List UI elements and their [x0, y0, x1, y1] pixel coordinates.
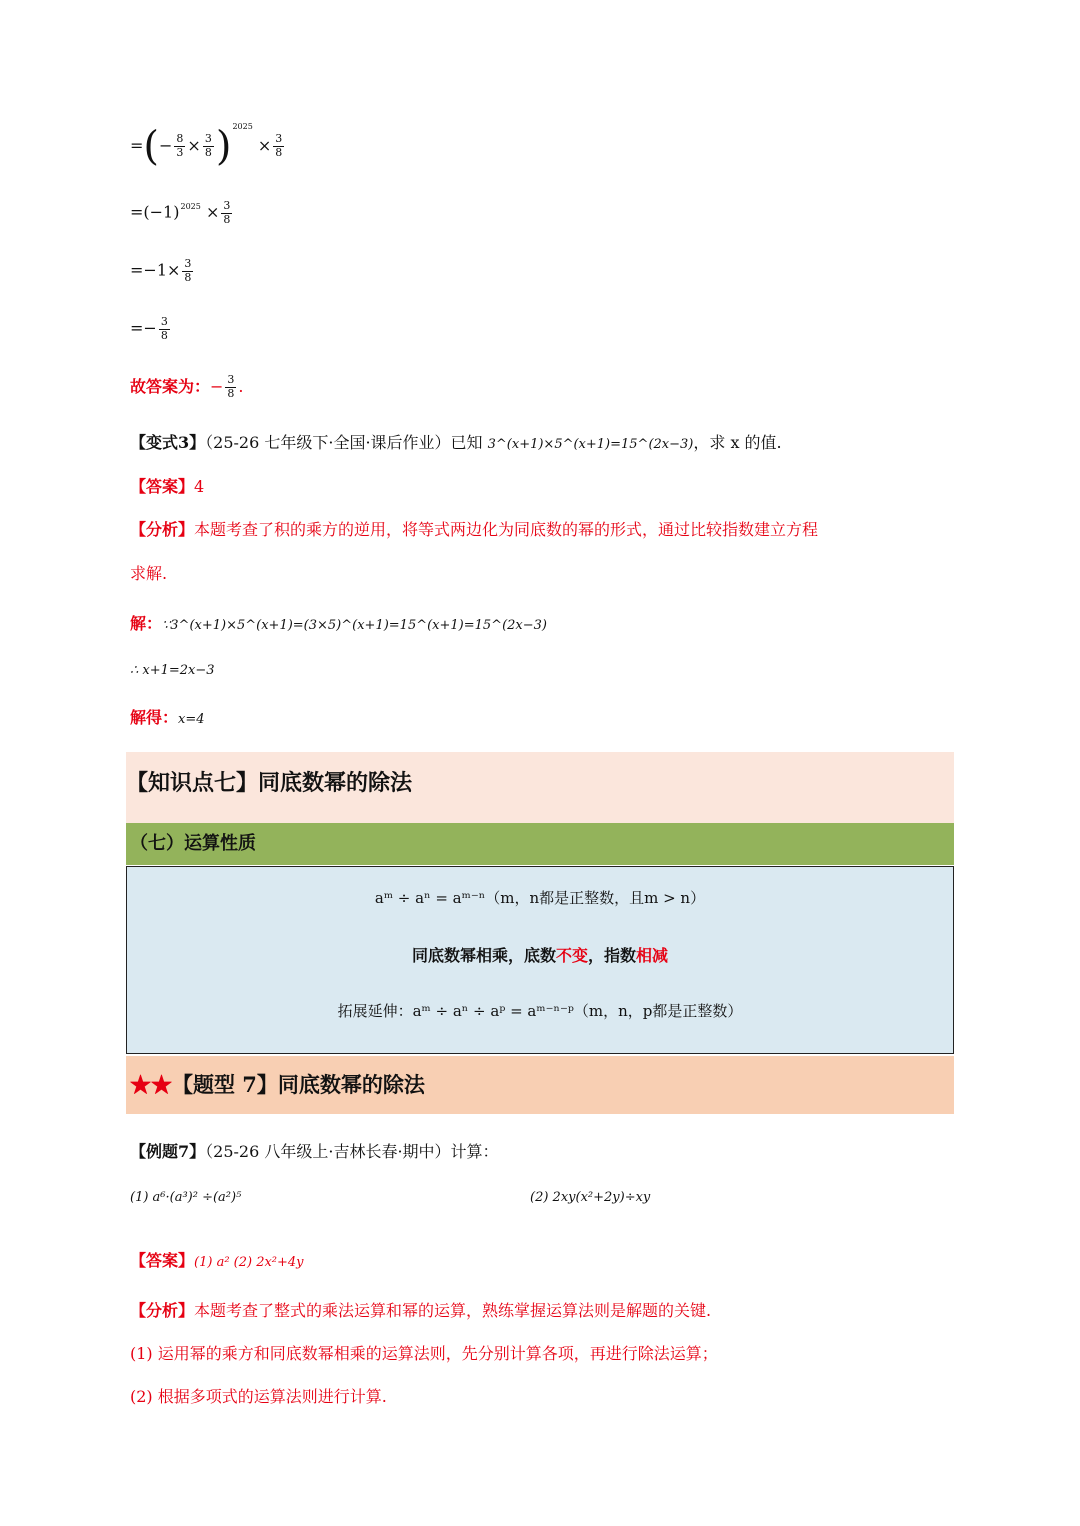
fraction: $\frac{3}{8}$: [275, 132, 283, 159]
formula-main: aᵐ ÷ aⁿ = aᵐ⁻ⁿ（m，n都是正整数，且m > n）: [374, 889, 706, 907]
fraction: $\frac{3}{8}$: [204, 132, 212, 159]
calc-line-2: $=(-1)^{2025}$ × $\frac{3}{8}$: [130, 199, 231, 226]
formula-extension: 拓展延伸：aᵐ ÷ aⁿ ÷ aᵖ = aᵐ⁻ⁿ⁻ᵖ（m，n，p都是正整数）: [337, 1002, 743, 1020]
knowledge-point-header: [126, 752, 954, 823]
example-part-2: (2) 2xy(x²+2y)÷xy: [530, 1190, 651, 1205]
analysis-2: 【分析】本题考查了整式的乘法运算和幂的运算，熟练掌握运算法则是解题的关键.: [130, 1301, 712, 1320]
left-paren: (: [143, 123, 160, 170]
fraction: $\frac{8}{3}$: [176, 132, 184, 159]
solution-1-result: 解得：x=4: [130, 708, 205, 727]
example-part-1: (1) a⁶·(a³)² ÷(a²)⁵: [130, 1190, 242, 1205]
solution-1-line-1: 解：∵3^(x+1)×5^(x+1)=(3×5)^(x+1)=15^(x+1)=15^(2x−3): [130, 614, 547, 633]
property-title: （七）运算性质: [130, 833, 256, 854]
knowledge-point-title: 【知识点七】同底数幂的除法: [126, 770, 413, 796]
analysis-2-step-2: (2) 根据多项式的运算法则进行计算.: [130, 1387, 387, 1406]
star-icon: ★★: [130, 1072, 172, 1097]
right-paren: ): [215, 123, 232, 170]
answer-2: 【答案】(1) a² (2) 2x²+4y: [130, 1251, 304, 1270]
formula-rule: 同底数幂相乘，底数不变，指数相减: [411, 946, 669, 965]
question-type-title-row: ★★【题型 7】同底数幂的除法: [130, 1072, 425, 1097]
question-type-header: [126, 1056, 954, 1114]
calc-line-1: =(− $\frac{8}{3}$ × $\frac{3}{8}$ )$^{2025}$ × $\frac{3}{8}$: [130, 122, 283, 170]
solution-1-line-2: ∴ x+1=2x−3: [130, 663, 215, 678]
fraction: $\frac{3}{8}$: [160, 315, 168, 342]
final-answer: 故答案为：− $\frac{3}{8}$ .: [130, 373, 244, 400]
variant-question: 【变式3】（25-26 七年级下·全国·课后作业）已知 3^(x+1)×5^(x+1)=15^(2x−3)，求 x 的值.: [130, 433, 782, 452]
property-header: [126, 823, 954, 865]
answer-1: 【答案】4: [130, 477, 205, 496]
calc-line-4: =− $\frac{3}{8}$: [130, 315, 168, 342]
calc-line-3: =−1× $\frac{3}{8}$: [130, 257, 192, 284]
example-question: 【例题7】（25-26 八年级上·吉林长春·期中）计算：: [130, 1142, 499, 1161]
fraction: $\frac{3}{8}$: [223, 199, 231, 226]
analysis-2-step-1: (1) 运用幂的乘方和同底数幂相乘的运算法则，先分别计算各项，再进行除法运算；: [130, 1344, 718, 1363]
analysis-1-line-2: 求解.: [130, 564, 168, 583]
analysis-1-line-1: 【分析】本题考查了积的乘方的逆用，将等式两边化为同底数的幂的形式，通过比较指数建立方程: [130, 520, 819, 539]
fraction: $\frac{3}{8}$: [184, 257, 192, 284]
fraction: $\frac{3}{8}$: [227, 373, 235, 400]
formula-box: [126, 866, 954, 1054]
